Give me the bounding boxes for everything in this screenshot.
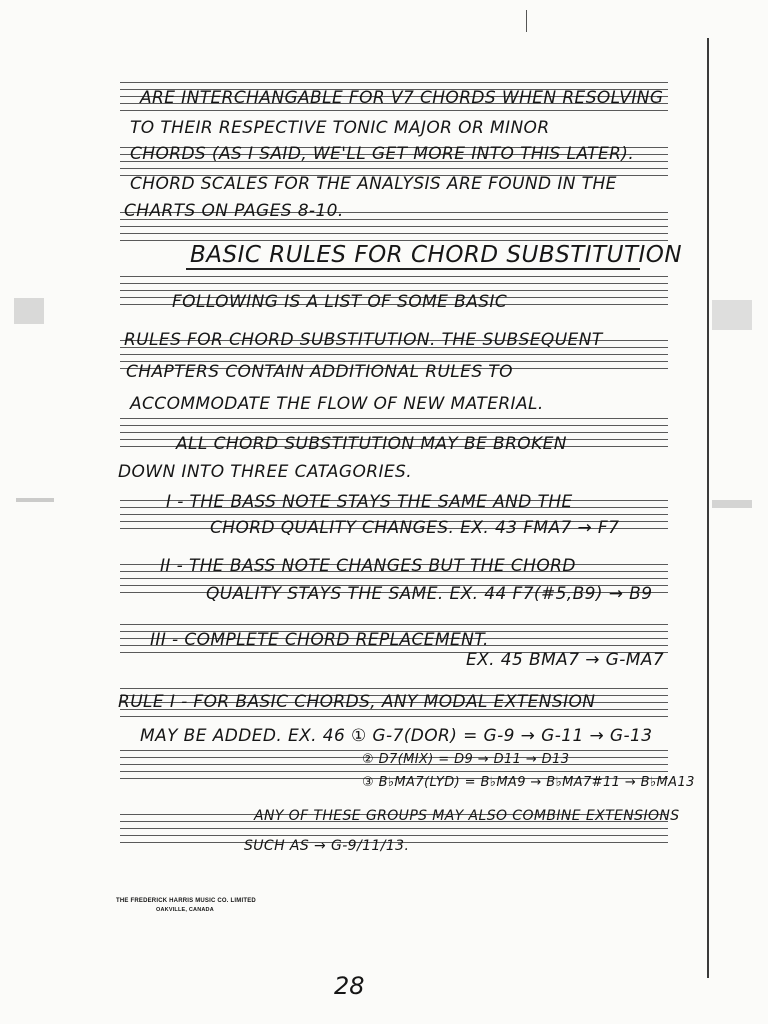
text-line: CHORDS (AS I SAID, WE'LL GET MORE INTO THIS LATER).	[130, 144, 635, 164]
heading-underline	[186, 268, 640, 270]
page-number: 28	[334, 972, 365, 1000]
text-line: ② D7(MIX) = D9 → D11 → D13	[362, 752, 570, 767]
text-line: MAY BE ADDED. EX. 46 ① G-7(DOR) = G-9 → G-11 → G-13	[140, 726, 653, 746]
text-line: CHAPTERS CONTAIN ADDITIONAL RULES TO	[126, 362, 513, 382]
text-line: RULES FOR CHORD SUBSTITUTION. THE SUBSEQUENT	[124, 330, 603, 350]
margin-rule	[707, 38, 709, 978]
text-line: III - COMPLETE CHORD REPLACEMENT.	[150, 630, 489, 650]
text-line: QUALITY STAYS THE SAME. EX. 44 F7(#5,B9) → B9	[206, 584, 653, 604]
text-line: FOLLOWING IS A LIST OF SOME BASIC	[172, 292, 508, 312]
scan-artifact	[14, 298, 44, 324]
text-line: CHORD SCALES FOR THE ANALYSIS ARE FOUND IN THE	[130, 174, 617, 194]
text-line: EX. 45 BMA7 → G-MA7	[466, 650, 665, 670]
text-line: II - THE BASS NOTE CHANGES BUT THE CHORD	[160, 556, 576, 576]
scan-artifact	[712, 500, 752, 508]
text-line: ALL CHORD SUBSTITUTION MAY BE BROKEN	[176, 434, 567, 454]
text-line: ARE INTERCHANGABLE FOR V7 CHORDS WHEN RESOLVING	[140, 88, 664, 108]
text-line: DOWN INTO THREE CATAGORIES.	[118, 462, 412, 482]
section-heading: BASIC RULES FOR CHORD SUBSTITUTION	[190, 242, 683, 268]
text-line: TO THEIR RESPECTIVE TONIC MAJOR OR MINOR	[130, 118, 550, 138]
text-line: CHORD QUALITY CHANGES. EX. 43 FMA7 → F7	[210, 518, 620, 538]
scan-mark	[526, 10, 527, 32]
text-line: SUCH AS → G-9/11/13.	[244, 838, 410, 854]
scan-artifact	[16, 498, 54, 502]
text-line: I - THE BASS NOTE STAYS THE SAME AND THE	[166, 492, 573, 512]
publisher-location: OAKVILLE, CANADA	[156, 907, 214, 913]
text-line: ③ B♭MA7(LYD) = B♭MA9 → B♭MA7#11 → B♭MA13	[362, 775, 695, 790]
publisher-name: THE FREDERICK HARRIS MUSIC CO. LIMITED	[116, 898, 256, 904]
text-line: ANY OF THESE GROUPS MAY ALSO COMBINE EXTENSIONS	[254, 808, 680, 824]
text-line: CHARTS ON PAGES 8-10.	[124, 201, 344, 221]
text-line: RULE I - FOR BASIC CHORDS, ANY MODAL EXTENSION	[118, 692, 596, 712]
text-line: ACCOMMODATE THE FLOW OF NEW MATERIAL.	[130, 394, 544, 414]
scan-artifact	[712, 300, 752, 330]
